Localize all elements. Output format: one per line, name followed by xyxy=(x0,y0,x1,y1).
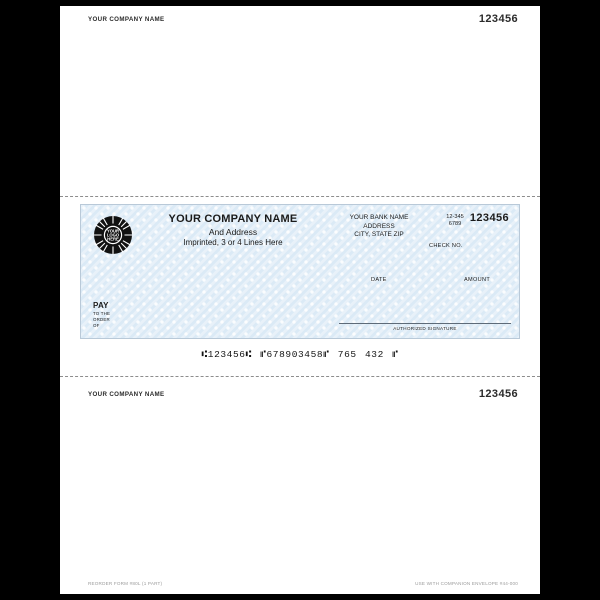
pay-sub-line-1: TO THE xyxy=(93,311,111,316)
check-page xyxy=(60,6,540,594)
pay-sub-line-3: OF xyxy=(93,323,100,329)
authorized-signature-label: AUTHORIZED SIGNATURE xyxy=(393,326,457,331)
top-stub-check-number: 123456 xyxy=(478,13,518,25)
check-company-address-1: And Address xyxy=(208,227,258,237)
svg-text:YOUR: YOUR xyxy=(106,228,120,234)
check-no-label: CHECK NO. xyxy=(429,243,463,249)
check-section xyxy=(60,196,540,376)
check-company-name: YOUR COMPANY NAME xyxy=(168,213,298,225)
bottom-stub-check-number: 123456 xyxy=(478,388,518,400)
routing-fraction-top: 12-345 xyxy=(446,214,464,220)
pay-sub-line-2: ORDER xyxy=(93,317,110,323)
bank-block xyxy=(329,214,429,240)
signature-line xyxy=(339,323,511,324)
top-stub-company-name: YOUR COMPANY NAME xyxy=(88,16,165,23)
bank-name: YOUR BANK NAME xyxy=(349,214,409,221)
company-block xyxy=(143,213,323,247)
micr-line: ⑆123456⑆ ⑈678903458⑈ 765 432 ⑈ xyxy=(201,349,399,360)
svg-text:HERE: HERE xyxy=(107,236,119,242)
routing-fraction-bottom: 6789 xyxy=(448,221,462,227)
top-stub xyxy=(60,6,540,196)
bank-city-state-zip: CITY, STATE ZIP xyxy=(354,231,404,239)
company-logo-icon xyxy=(93,215,133,255)
pay-to-order-block xyxy=(93,301,110,329)
footer-envelope-note: USE WITH COMPANION ENVELOPE #44-000 xyxy=(415,581,518,586)
check-panel xyxy=(80,204,520,339)
bottom-stub-company-name: YOUR COMPANY NAME xyxy=(88,391,165,398)
pay-label: PAY xyxy=(93,301,109,310)
check-company-address-2: Imprinted, 3 or 4 Lines Here xyxy=(183,238,283,247)
svg-text:LOGO: LOGO xyxy=(106,232,120,238)
amount-label: AMOUNT xyxy=(464,277,491,283)
footer-reorder-form: REORDER FORM #80L (1 PART) xyxy=(88,581,163,586)
date-label: DATE xyxy=(371,277,387,283)
bottom-stub xyxy=(60,376,540,594)
check-number: 123456 xyxy=(469,212,509,224)
bank-address: ADDRESS xyxy=(363,222,395,230)
